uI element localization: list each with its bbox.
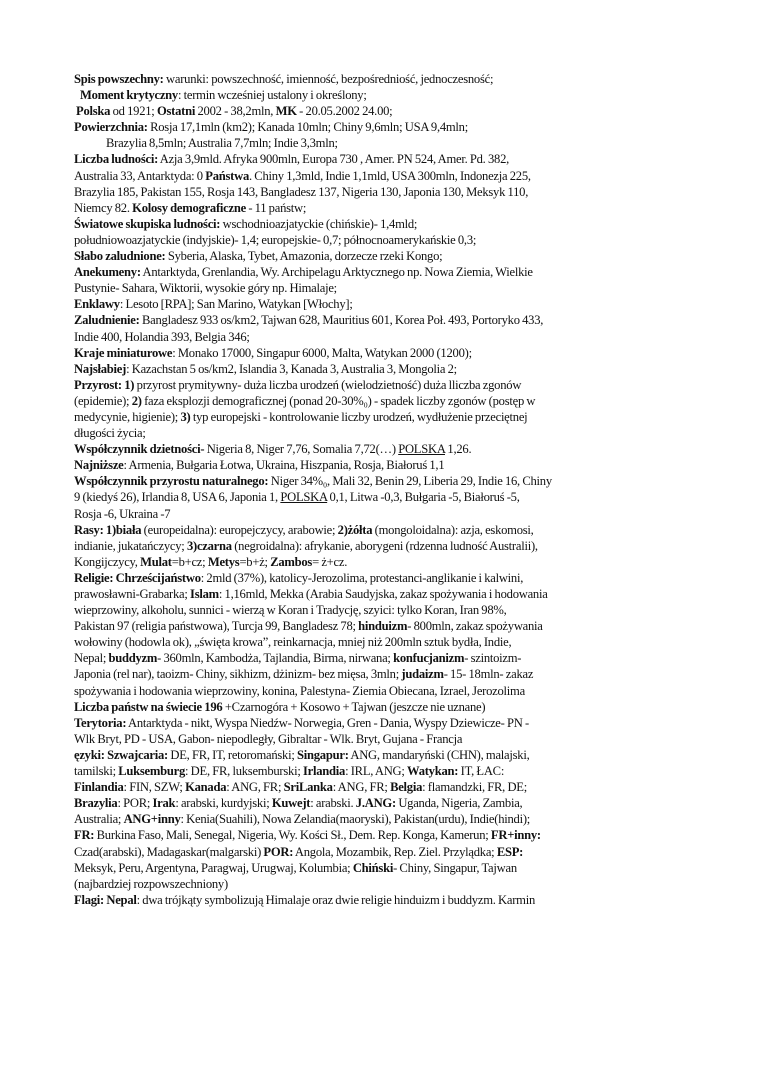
bold-term: Chiński — [352, 860, 394, 875]
text-line — [74, 248, 696, 264]
text-segment: Antarktyda, Grenlandia, Wy. Archipelagu Arktycznego np. Nowa Ziemia, Wielkie — [140, 265, 533, 280]
text-segment: Brazylia 8,5mln; Australia 7,7mln; Indie 3,3mln; — [106, 136, 338, 151]
text-segment: : ANG, FR; — [226, 780, 284, 795]
text-segment: : DE, FR, luksemburski; — [185, 764, 303, 779]
text-line — [74, 570, 696, 586]
bold-term: Powierzchnia: — [74, 120, 148, 135]
bold-term: Brazylia — [74, 796, 118, 811]
text-line — [74, 280, 696, 296]
text-segment: : Kenia(Suahili), Nowa Zelandia(maoryski), Pakistan(urdu), Indie(hindi); — [180, 812, 531, 827]
bold-term: Watykan: — [407, 764, 459, 779]
text-line — [74, 457, 696, 473]
bold-term: Belgia — [390, 780, 423, 795]
bold-term: Irak — [152, 796, 176, 811]
bold-term: 2) — [131, 393, 142, 408]
text-line — [74, 506, 696, 522]
text-segment: Antarktyda - nikt, Wyspa Niedźw- Norwegia, Gren - Dania, Wyspy Dziewicze- PN - — [126, 715, 529, 730]
text-segment: : 1,16mld, Mekka (Arabia Saudyjska, zakaz spożywania i hodowania — [218, 587, 548, 601]
bold-term: Kanada — [185, 780, 227, 795]
text-segment: : termin wcześniej ustalony i określony; — [177, 88, 367, 103]
text-segment: Australia; — [74, 812, 124, 827]
text-segment: południowoazjatyckie (indyjskie)- 1,4; europejskie- 0,7; północnoamerykańskie 0,3; — [74, 232, 477, 247]
text-segment: Niemcy 82. — [74, 200, 133, 215]
bold-term: Liczba ludności: — [74, 152, 159, 167]
text-line — [74, 312, 696, 328]
text-line — [74, 715, 696, 731]
text-line — [74, 329, 696, 345]
bold-term: Liczba państw na świecie 196 — [74, 699, 223, 714]
text-line — [74, 538, 696, 554]
bold-term: Państwa — [205, 168, 249, 183]
text-segment: - 800mln, zakaz spożywania — [407, 619, 543, 634]
text-segment: typ europejski - kontrolowanie liczby urodzeń, wydłużenie przeciętnej — [190, 409, 528, 424]
text-segment: : arabski, kurdyjski; — [175, 796, 272, 811]
bold-term: Spis powszechny: — [74, 72, 164, 86]
text-segment: : Monako 17000, Singapur 6000, Malta, Watykan 2000 (1200); — [172, 345, 472, 360]
text-segment: Meksyk, Peru, Argentyna, Paragwaj, Urugwaj, Kolumbia; — [74, 860, 353, 875]
text-line — [74, 489, 696, 505]
bold-term: 3)czarna — [186, 538, 232, 553]
text-segment: indianie, jukatańczycy; — [74, 538, 187, 553]
text-segment: : flamandzki, FR, DE; — [422, 780, 527, 795]
text-segment: Nepal; — [74, 651, 109, 666]
text-line — [74, 103, 696, 119]
text-segment: - Chiny, Singapur, Tajwan — [393, 860, 517, 875]
bold-term: Metys — [207, 554, 240, 569]
text-line — [74, 666, 696, 682]
bold-term: Rasy: 1)biała — [74, 522, 142, 537]
text-line — [74, 296, 696, 312]
text-segment: : ANG, FR; — [332, 780, 391, 795]
text-segment: - 20.05.2002 24.00; — [296, 104, 393, 119]
text-segment: =b+ż; — [239, 554, 271, 569]
bold-term: Mulat — [140, 554, 172, 569]
text-line — [74, 827, 696, 843]
text-line — [74, 473, 696, 489]
text-segment: DE, FR, IT, retoromański; — [167, 747, 297, 762]
text-line — [74, 844, 696, 860]
text-segment: = ż+cz. — [312, 554, 348, 569]
text-segment: Wlk Bryt, PD - USA, Gabon- niepodległy, Gibraltar - Wlk. Bryt, Gujana - Francja — [74, 731, 463, 746]
text-line — [74, 683, 696, 699]
text-line — [74, 216, 696, 232]
text-line — [74, 151, 696, 167]
bold-term: FR: — [74, 828, 95, 843]
text-segment: Rosja -6, Ukraina -7 — [74, 506, 171, 521]
text-segment: Australia 33, Antarktyda: 0 — [74, 168, 206, 183]
bold-term: Współczynnik przyrostu naturalnego: — [74, 474, 269, 489]
text-line — [74, 377, 696, 393]
bold-term: Współczynnik dzietności- — [74, 442, 205, 457]
underlined-term: POLSKA — [280, 490, 328, 505]
bold-term: Islam — [190, 587, 219, 601]
text-segment: Burkina Faso, Mali, Senegal, Nigeria, Wy. Kości Sł., Dem. Rep. Konga, Kamerun; — [94, 828, 491, 843]
text-line — [74, 876, 696, 892]
bold-term: ANG+inny — [123, 812, 181, 827]
text-line — [74, 345, 696, 361]
text-segment: Kongijczycy, — [74, 554, 141, 569]
text-line — [74, 135, 696, 151]
text-segment: . Chiny 1,3mld, Indie 1,1mld, USA 300mln, Indonezja 225, — [249, 168, 531, 183]
text-segment: 9 (kiedyś 26), Irlandia 8, USA 6, Japonia 1, — [74, 490, 281, 505]
bold-term: Terytoria: — [74, 715, 127, 730]
text-segment: : Kazachstan 5 os/km2, Islandia 3, Kanada 3, Australia 3, Mongolia 2; — [126, 361, 457, 376]
bold-term: Zaludnienie: — [74, 313, 140, 328]
text-line — [74, 168, 696, 184]
text-line — [74, 361, 696, 377]
bold-term: J.ANG: — [355, 796, 396, 811]
text-segment: - 360mln, Kambodża, Tajlandia, Birma, nirwana; — [157, 651, 394, 666]
text-segment: wieprzowiny, alkoholu, sunnici - wierzą w Koran i Tradycję, szyici: tylko Koran, Iran 98%, — [74, 603, 507, 618]
text-line — [74, 811, 696, 827]
text-segment: warunki: powszechność, imienność, bezpośredniość, jednoczesność; — [163, 72, 494, 86]
text-line — [74, 779, 696, 795]
text-line — [74, 71, 696, 87]
text-segment: 2002 - 38,2mln, — [195, 104, 276, 119]
bold-term: Religie: Chrześcijaństwo — [74, 570, 201, 585]
text-segment: 0,1, Litwa -0,3, Bułgaria -5, Białoruś -5, — [327, 490, 520, 505]
bold-term: Słabo zaludnione: — [74, 249, 166, 264]
text-line — [74, 119, 696, 135]
text-segment: : POR; — [117, 796, 153, 811]
text-segment: (europeidalna): europejczycy, arabowie; — [141, 522, 338, 537]
text-segment: : Armenia, Bułgaria Łotwa, Ukraina, Hiszpania, Rosja, Białoruś 1,1 — [123, 458, 445, 473]
text-line — [74, 200, 696, 216]
bold-term: konfucjanizm — [393, 651, 465, 666]
text-line — [74, 87, 696, 103]
bold-term: buddyzm — [108, 651, 158, 666]
text-segment: : 2mld (37%), katolicy-Jerozolima, protestanci-anglikanie i kalwini, — [200, 570, 524, 585]
text-segment: Brazylia 185, Pakistan 155, Rosja 143, Bangladesz 137, Nigeria 130, Japonia 130, Meksyk 110, — [74, 184, 529, 199]
bold-term: Enklawy — [74, 297, 120, 312]
text-segment: - 15- 18mln- zakaz — [443, 667, 534, 682]
bold-term: Anekumeny: — [74, 265, 141, 280]
text-line — [74, 634, 696, 650]
text-segment: długości życia; — [74, 426, 146, 441]
text-line — [74, 393, 696, 409]
text-segment: - szintoizm- — [464, 651, 522, 666]
bold-term: Kolosy demograficzne — [132, 200, 246, 215]
bold-term: POR: — [263, 844, 294, 859]
text-segment: spożywania i hodowania wieprzowiny, konina, Palestyna- Ziemia Obiecana, Izrael, Jerozolima — [74, 683, 525, 698]
text-line — [74, 554, 696, 570]
text-segment: Uganda, Nigeria, Zambia, — [395, 796, 523, 811]
text-line — [74, 441, 696, 457]
text-segment: Azja 3,9mld. Afryka 900mln, Europa 730 , Amer. PN 524, Amer. Pd. 382, — [158, 152, 510, 167]
text-segment: Rosja 17,1mln (km2); Kanada 10mln; Chiny 9,6mln; USA 9,4mln; — [147, 120, 468, 135]
text-line — [74, 586, 696, 602]
text-segment: +Czarnogóra + Kosowo + Tajwan (jeszcze nie uznane) — [222, 699, 486, 714]
text-segment: Bangladesz 933 os/km2, Tajwan 628, Mauritius 601, Korea Poł. 493, Portoryko 433, — [139, 313, 544, 328]
text-segment: 1,26. — [445, 442, 472, 457]
text-segment: prawosławni-Grabarka; — [74, 587, 191, 601]
text-segment: Nigeria 8, Niger 7,76, Somalia 7,72(…) — [204, 442, 399, 457]
text-segment: Japonia (rel nar), taoizm- Chiny, sikhizm, dżinizm- bez mięsa, 3mln; — [74, 667, 402, 682]
text-segment: - 11 państw; — [245, 200, 307, 215]
document-page — [74, 71, 696, 908]
text-segment: Niger 34%₀, Mali 32, Benin 29, Liberia 29, Indie 16, Chiny — [268, 474, 552, 489]
text-segment: IT, ŁAC: — [458, 764, 505, 779]
bold-term: Luksemburg — [118, 764, 186, 779]
bold-term: SriLanka — [283, 780, 333, 795]
text-line — [74, 699, 696, 715]
bold-term: judaizm — [401, 667, 444, 682]
bold-term: Polska — [76, 104, 111, 119]
bold-term: 3) — [180, 409, 191, 424]
text-segment: Pustynie- Sahara, Wiktorii, wysokie góry np. Himalaje; — [74, 281, 337, 296]
text-segment: Angola, Mozambik, Rep. Ziel. Przylądka; — [293, 844, 497, 859]
text-segment: (najbardziej rozpowszechniony) — [74, 876, 228, 891]
text-line — [74, 892, 696, 908]
bold-term: Flagi: Nepal — [74, 892, 137, 907]
text-segment: (negroidalna): afrykanie, aborygeni (rdzenna ludność Australii), — [231, 538, 538, 553]
text-segment: Czad(arabski), Madagaskar(malgarski) — [74, 844, 264, 859]
underlined-term: POLSKA — [398, 442, 445, 457]
bold-term: Ostatni — [156, 104, 196, 119]
text-segment: Indie 400, Holandia 393, Belgia 346; — [74, 329, 250, 344]
text-segment: przyrost prymitywny- duża liczba urodzeń (wielodzietność) duża lliczba zgonów — [134, 377, 522, 392]
bold-term: ęzyki: Szwajcaria: — [74, 747, 168, 762]
bold-term: MK — [275, 104, 297, 119]
text-segment: : IRL, ANG; — [345, 764, 408, 779]
text-line — [74, 409, 696, 425]
bold-term: Zambos — [270, 554, 313, 569]
bold-term: Finlandia — [74, 780, 124, 795]
text-segment: Pakistan 97 (religia państwowa), Turcja 99, Bangladesz 78; — [74, 619, 359, 634]
text-segment: Syberia, Alaska, Tybet, Amazonia, dorzecze rzeki Kongo; — [165, 249, 443, 264]
text-segment: ANG, mandaryński (CHN), malajski, — [348, 747, 530, 762]
text-segment: od 1921; — [110, 104, 157, 119]
text-segment: tamilski; — [74, 764, 119, 779]
text-segment: =b+cz; — [171, 554, 208, 569]
text-segment: wołowiny (hodowla ok), „święta krowa”, reinkarnacja, mniej niż 200mln sztuk bydła, Indie, — [74, 635, 512, 650]
bold-term: hinduizm — [358, 619, 408, 634]
bold-term: Najniższe — [74, 458, 124, 473]
text-segment: : arabski. — [310, 796, 356, 811]
bold-term: Kraje miniaturowe — [74, 345, 173, 360]
text-line — [74, 795, 696, 811]
text-segment: : Lesoto [RPA]; San Marino, Watykan [Włochy]; — [119, 297, 353, 312]
bold-term: ESP: — [496, 844, 524, 859]
text-line — [74, 763, 696, 779]
text-line — [74, 618, 696, 634]
text-line — [74, 731, 696, 747]
text-segment: wschodnioazjatyckie (chińskie)- 1,4mld; — [220, 216, 418, 231]
bold-term: FR+inny: — [490, 828, 541, 843]
bold-term: Kuwejt — [271, 796, 311, 811]
text-line — [74, 264, 696, 280]
text-line — [74, 602, 696, 618]
bold-term: Irlandia — [302, 764, 346, 779]
text-segment: : FIN, SZW; — [123, 780, 186, 795]
text-line — [74, 425, 696, 441]
bold-term: Światowe skupiska ludności: — [74, 216, 221, 231]
text-segment: : dwa trójkąty symbolizują Himalaje oraz dwie religie hinduizm i buddyzm. Karmin — [136, 892, 536, 907]
text-segment: faza eksplozji demograficznej (ponad 20-30%₀) - spadek liczby zgonów (postęp w — [141, 393, 536, 408]
bold-term: Moment krytyczny — [80, 88, 178, 103]
text-segment: (mongoloidalna): azja, eskomosi, — [372, 522, 534, 537]
bold-term: Przyrost: 1) — [74, 377, 135, 392]
text-line — [74, 650, 696, 666]
text-line — [74, 860, 696, 876]
text-segment: (epidemie); — [74, 393, 132, 408]
text-line — [74, 747, 696, 763]
text-line — [74, 184, 696, 200]
text-line — [74, 232, 696, 248]
bold-term: Najsłabiej — [74, 361, 127, 376]
text-line — [74, 522, 696, 538]
bold-term: Singapur: — [297, 747, 349, 762]
bold-term: 2)żółta — [337, 522, 373, 537]
text-segment: medycynie, higienie); — [74, 409, 181, 424]
